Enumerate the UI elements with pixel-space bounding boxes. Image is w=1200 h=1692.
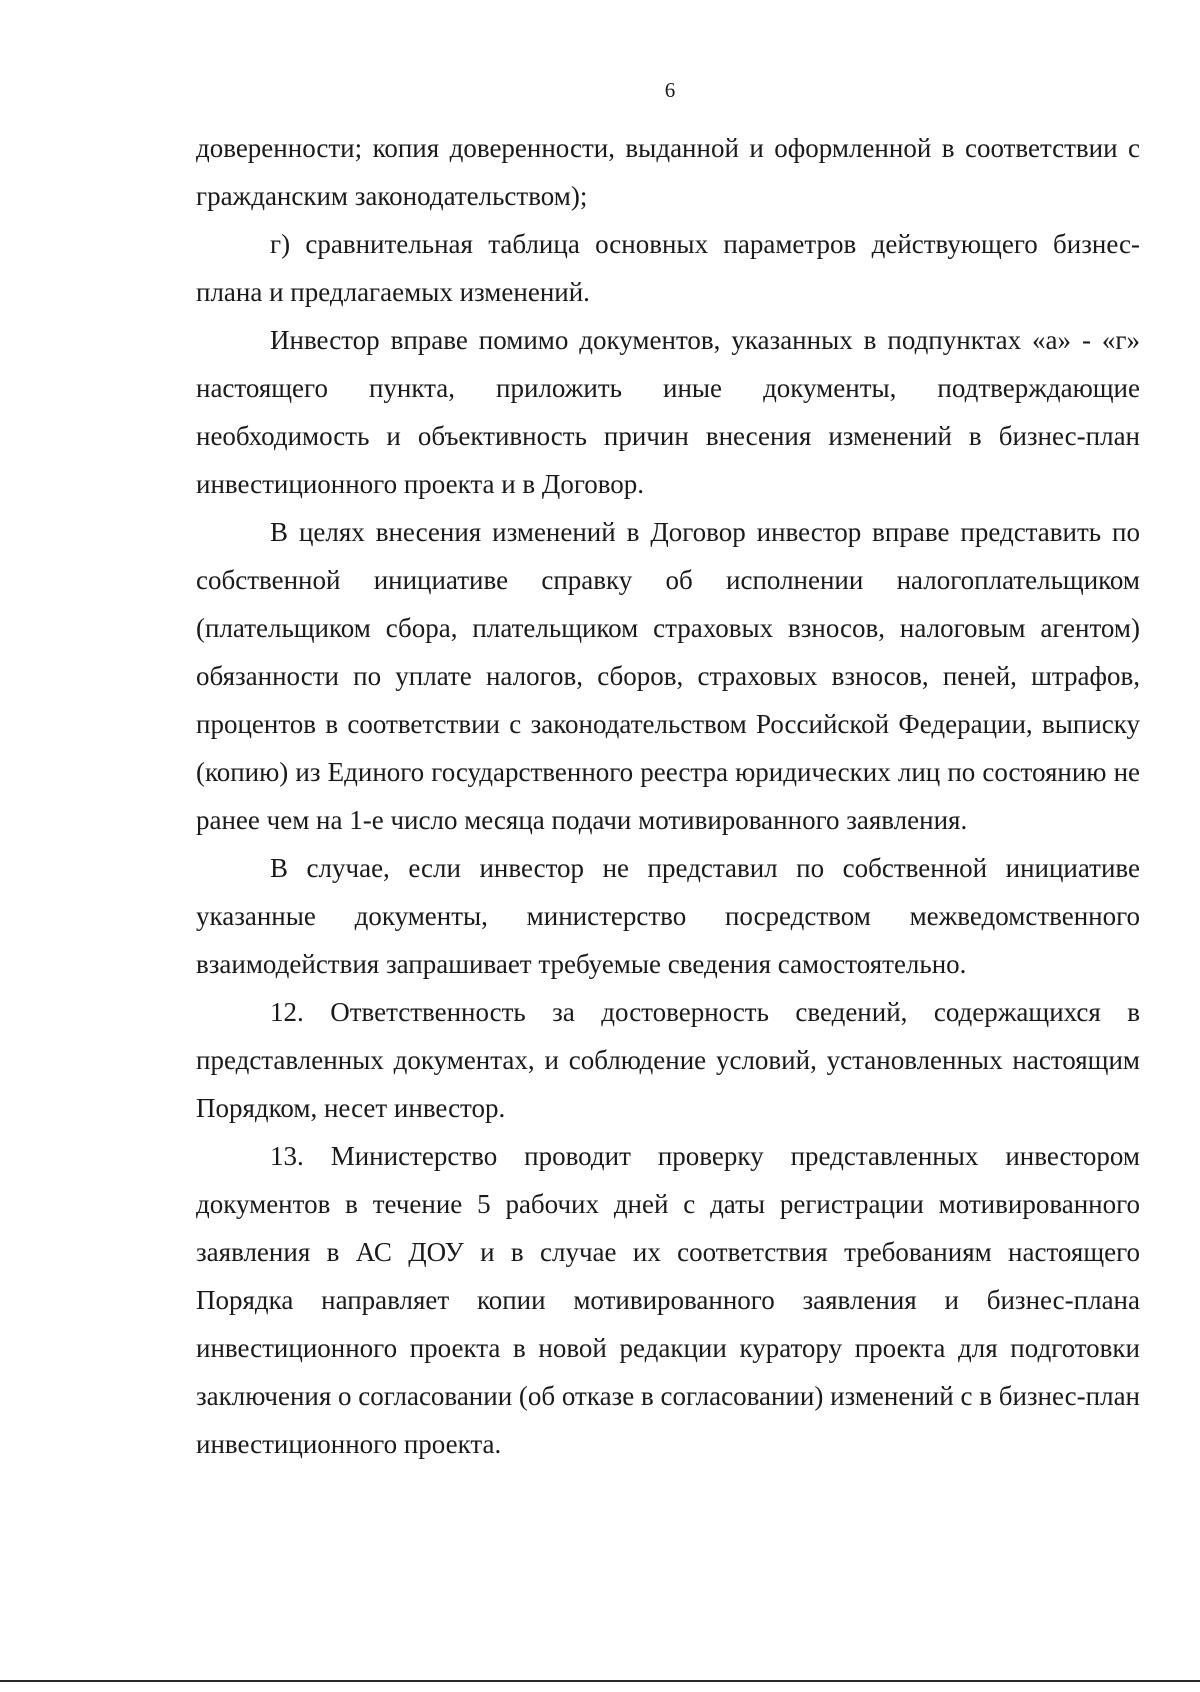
page-number: 6 bbox=[664, 78, 676, 102]
paragraph-item-g: г) сравнительная таблица основных параметров действующего бизнес-плана и предлагаемых изменений. bbox=[196, 229, 1140, 307]
paragraph-clause-12: 12. Ответственность за достоверность сведений, содержащихся в представленных документах, и соблюдение условий, установленных настоящим Порядком, несет инвестор. bbox=[196, 997, 1140, 1123]
paragraph-continuation: доверенности; копия доверенности, выданной и оформленной в соответствии с гражданским законодательством); bbox=[196, 133, 1140, 211]
paragraph-tax-certificate: В целях внесения изменений в Договор инвестор вправе представить по собственной инициативе справку об исполнении налогоплательщиком (плательщиком сбора, плательщиком страховых взносов, налоговым агентом) обязанности по уплате налогов, сборов, страховых взносов, пеней, штрафов, процентов в соответствии с законодательством Российской Федерации, выписку (копию) из Единого государственного реестра юридических лиц по состоянию не ранее чем на 1-е число месяца подачи мотивированного заявления. bbox=[196, 517, 1140, 835]
document-body bbox=[196, 124, 1140, 1468]
paragraph-clause-13: 13. Министерство проводит проверку представленных инвестором документов в течение 5 рабочих дней с даты регистрации мотивированного заявления в АС ДОУ и в случае их соответствия требованиям настоящего Порядка направляет копии мотивированного заявления и бизнес-плана инвестиционного проекта в новой редакции куратору проекта для подготовки заключения о согласовании (об отказе в согласовании) изменений с в бизнес-план инвестиционного проекта. bbox=[196, 1141, 1140, 1459]
paragraph-additional-documents: Инвестор вправе помимо документов, указанных в подпунктах «а» - «г» настоящего пункта, приложить иные документы, подтверждающие необходимость и объективность причин внесения изменений в бизнес-план инвестиционного проекта и в Договор. bbox=[196, 325, 1140, 499]
paragraph-interagency-request: В случае, если инвестор не представил по собственной инициативе указанные документы, министерство посредством межведомственного взаимодействия запрашивает требуемые сведения самостоятельно. bbox=[196, 853, 1140, 979]
page-bottom-rule bbox=[0, 1680, 1200, 1682]
